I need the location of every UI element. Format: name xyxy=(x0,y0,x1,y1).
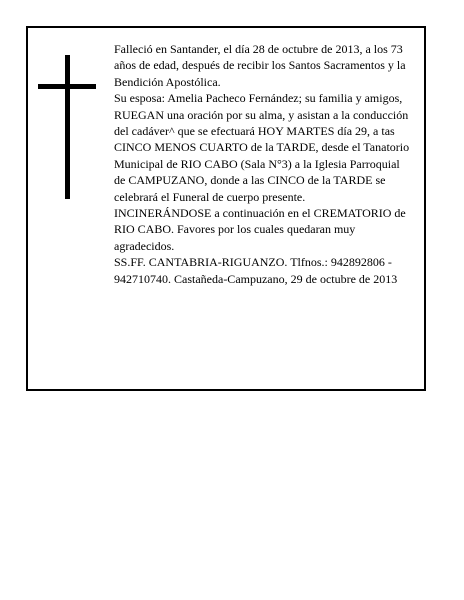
family-line: Su esposa: Amelia Pacheco Fernández; su familia y amigos, xyxy=(114,91,403,106)
funeral-details: RUEGAN una oración por su alma, y asistan a la conducción del cadáver^ que se efectuará HOY MARTES día 29, a tas CINCO MENOS CUARTO de la TARDE, desde el Tanatorio Municipal de RIO CABO (Sala N°3) a la Iglesia Parroquial de CAMPUZANO, donde a las CINCO de la TARDE se celebrará el Funeral de cuerpo presente. xyxy=(114,107,410,204)
obituary-notice xyxy=(26,26,426,391)
notice-body xyxy=(114,41,414,287)
death-announcement: Falleció en Santander, el día 28 de octubre de 2013, a los 73 años de edad, después de recibir los Santos Sacramentos y la Bendición Apostólica. xyxy=(114,42,406,89)
cremation-details: INCINERÁNDOSE a continuación en el CREMATORIO de RIO CABO. Favores por los cuales quedaran muy agradecidos. xyxy=(114,206,406,253)
cross-vertical-bar xyxy=(65,55,70,199)
cross-horizontal-bar xyxy=(38,84,96,89)
funeral-home-contact: SS.FF. CANTABRIA-RIGUANZO. Tlfnos.: 942892806 - 942710740. Castañeda-Campuzano, 29 de octubre de 2013 xyxy=(114,255,398,286)
cross-icon xyxy=(38,55,96,199)
